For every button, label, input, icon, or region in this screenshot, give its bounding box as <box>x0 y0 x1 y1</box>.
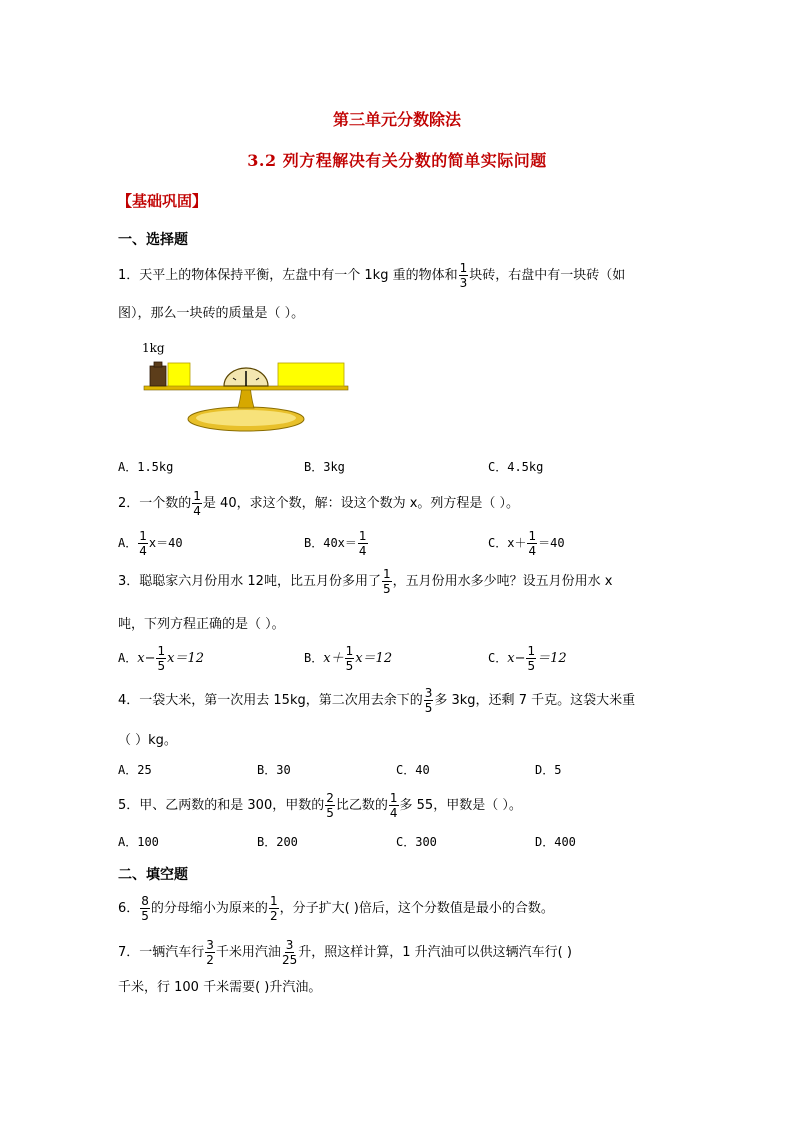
q7-line2: 千米，行 100 千米需要( )升汽油。 <box>118 980 322 995</box>
q5-fraction-2: $\frac{1}{4}$ <box>389 791 398 820</box>
q5-fraction-1: $\frac{2}{5}$ <box>326 791 334 820</box>
q1-option-c[interactable]: C．4.5kg <box>488 460 544 474</box>
unit-title: 第三单元分数除法 <box>332 110 461 129</box>
q2-option-c[interactable]: C．x＋ $\frac{1}{4}$ ＝40 <box>488 529 565 558</box>
balance-scale-figure <box>138 338 358 438</box>
q1-fraction: $\frac{1}{3}$ <box>459 261 468 290</box>
q4-option-c[interactable]: C．40 <box>396 763 430 777</box>
q4-option-a[interactable]: A．25 <box>118 763 152 777</box>
q1-text-b: 块砖，右盘中有一块砖（如 <box>469 268 626 283</box>
q5-option-b[interactable]: B．200 <box>257 835 298 849</box>
q3-option-b[interactable]: B．x＋ $\frac{1}{5}$ x＝12 <box>304 644 393 673</box>
q7-fraction-1: $\frac{3}{2}$ <box>206 938 214 967</box>
section-tag: 【基础巩固】 <box>117 192 208 210</box>
q1-text-a: 1．天平上的物体保持平衡，左盘中有一个 1kg 重的物体和 <box>118 268 458 283</box>
q2-option-b[interactable]: B．40x＝ $\frac{1}{4}$ <box>304 529 367 558</box>
lesson-title: 3.2 列方程解决有关分数的简单实际问题 <box>247 151 547 170</box>
q1-line2: 图），那么一块砖的质量是（ ）。 <box>118 306 305 321</box>
q4-stem: 4．一袋大米，第一次用去 15kg，第二次用去余下的 $\frac{3}{5}$ 多 3kg，还剩 7 千克。这袋大米重 <box>118 686 636 715</box>
q6-fraction-1: $\frac{8}{5}$ <box>141 894 149 923</box>
q6-stem: 6． $\frac{8}{5}$ 的分母缩小为原来的 $\frac{1}{2}$ ，分子扩大( )倍后，这个分数值是最小的合数。 <box>118 894 554 923</box>
q4-option-b[interactable]: B．30 <box>257 763 291 777</box>
q4-fraction: $\frac{3}{5}$ <box>424 686 433 715</box>
weight-label: 1kg <box>142 341 165 355</box>
q4-option-d[interactable]: D．5 <box>535 763 562 777</box>
q5-option-d[interactable]: D．400 <box>535 835 576 849</box>
q5-stem: 5．甲、乙两数的和是 300，甲数的 $\frac{2}{5}$ 比乙数的 $\frac{1}{4}$ 多 55，甲数是（ ）。 <box>118 791 522 820</box>
q6-fraction-2: $\frac{1}{2}$ <box>269 894 278 923</box>
q1-option-a[interactable]: A．1.5kg <box>118 460 174 474</box>
q3-line2: 吨，下列方程正确的是（ ）。 <box>118 617 285 632</box>
q4-line2: （ ）kg。 <box>118 733 177 748</box>
part2-heading: 二、填空题 <box>118 867 188 883</box>
q7-fraction-2: $\frac{3}{25}$ <box>281 938 298 967</box>
q3-option-a[interactable]: A．x− $\frac{1}{5}$ x＝12 <box>118 644 204 673</box>
q3-option-c[interactable]: C．x− $\frac{1}{5}$ ＝12 <box>488 644 567 673</box>
q2-stem: 2．一个数的 $\frac{1}{4}$ 是 40，求这个数，解：设这个数为 x。列方程是（ ）。 <box>118 489 520 518</box>
q1-option-b[interactable]: B．3kg <box>304 460 345 474</box>
q3-stem: 3．聪聪家六月份用水 12吨，比五月份多用了 $\frac{1}{5}$ ，五月份用水多少吨？设五月份用水 x <box>118 567 613 596</box>
q7-stem: 7．一辆汽车行 $\frac{3}{2}$ 千米用汽油 $\frac{3}{25}$ 升，照这样计算，1 升汽油可以供这辆汽车行( ) <box>118 938 572 967</box>
q1-line1 <box>118 262 625 289</box>
q3-fraction: $\frac{1}{5}$ <box>382 567 391 596</box>
q2-option-a[interactable]: A． $\frac{1}{4}$ x＝40 <box>118 529 183 558</box>
q2-fraction: $\frac{1}{4}$ <box>193 489 201 518</box>
q5-option-a[interactable]: A．100 <box>118 835 159 849</box>
part1-heading: 一、选择题 <box>118 232 188 248</box>
q5-option-c[interactable]: C．300 <box>396 835 437 849</box>
